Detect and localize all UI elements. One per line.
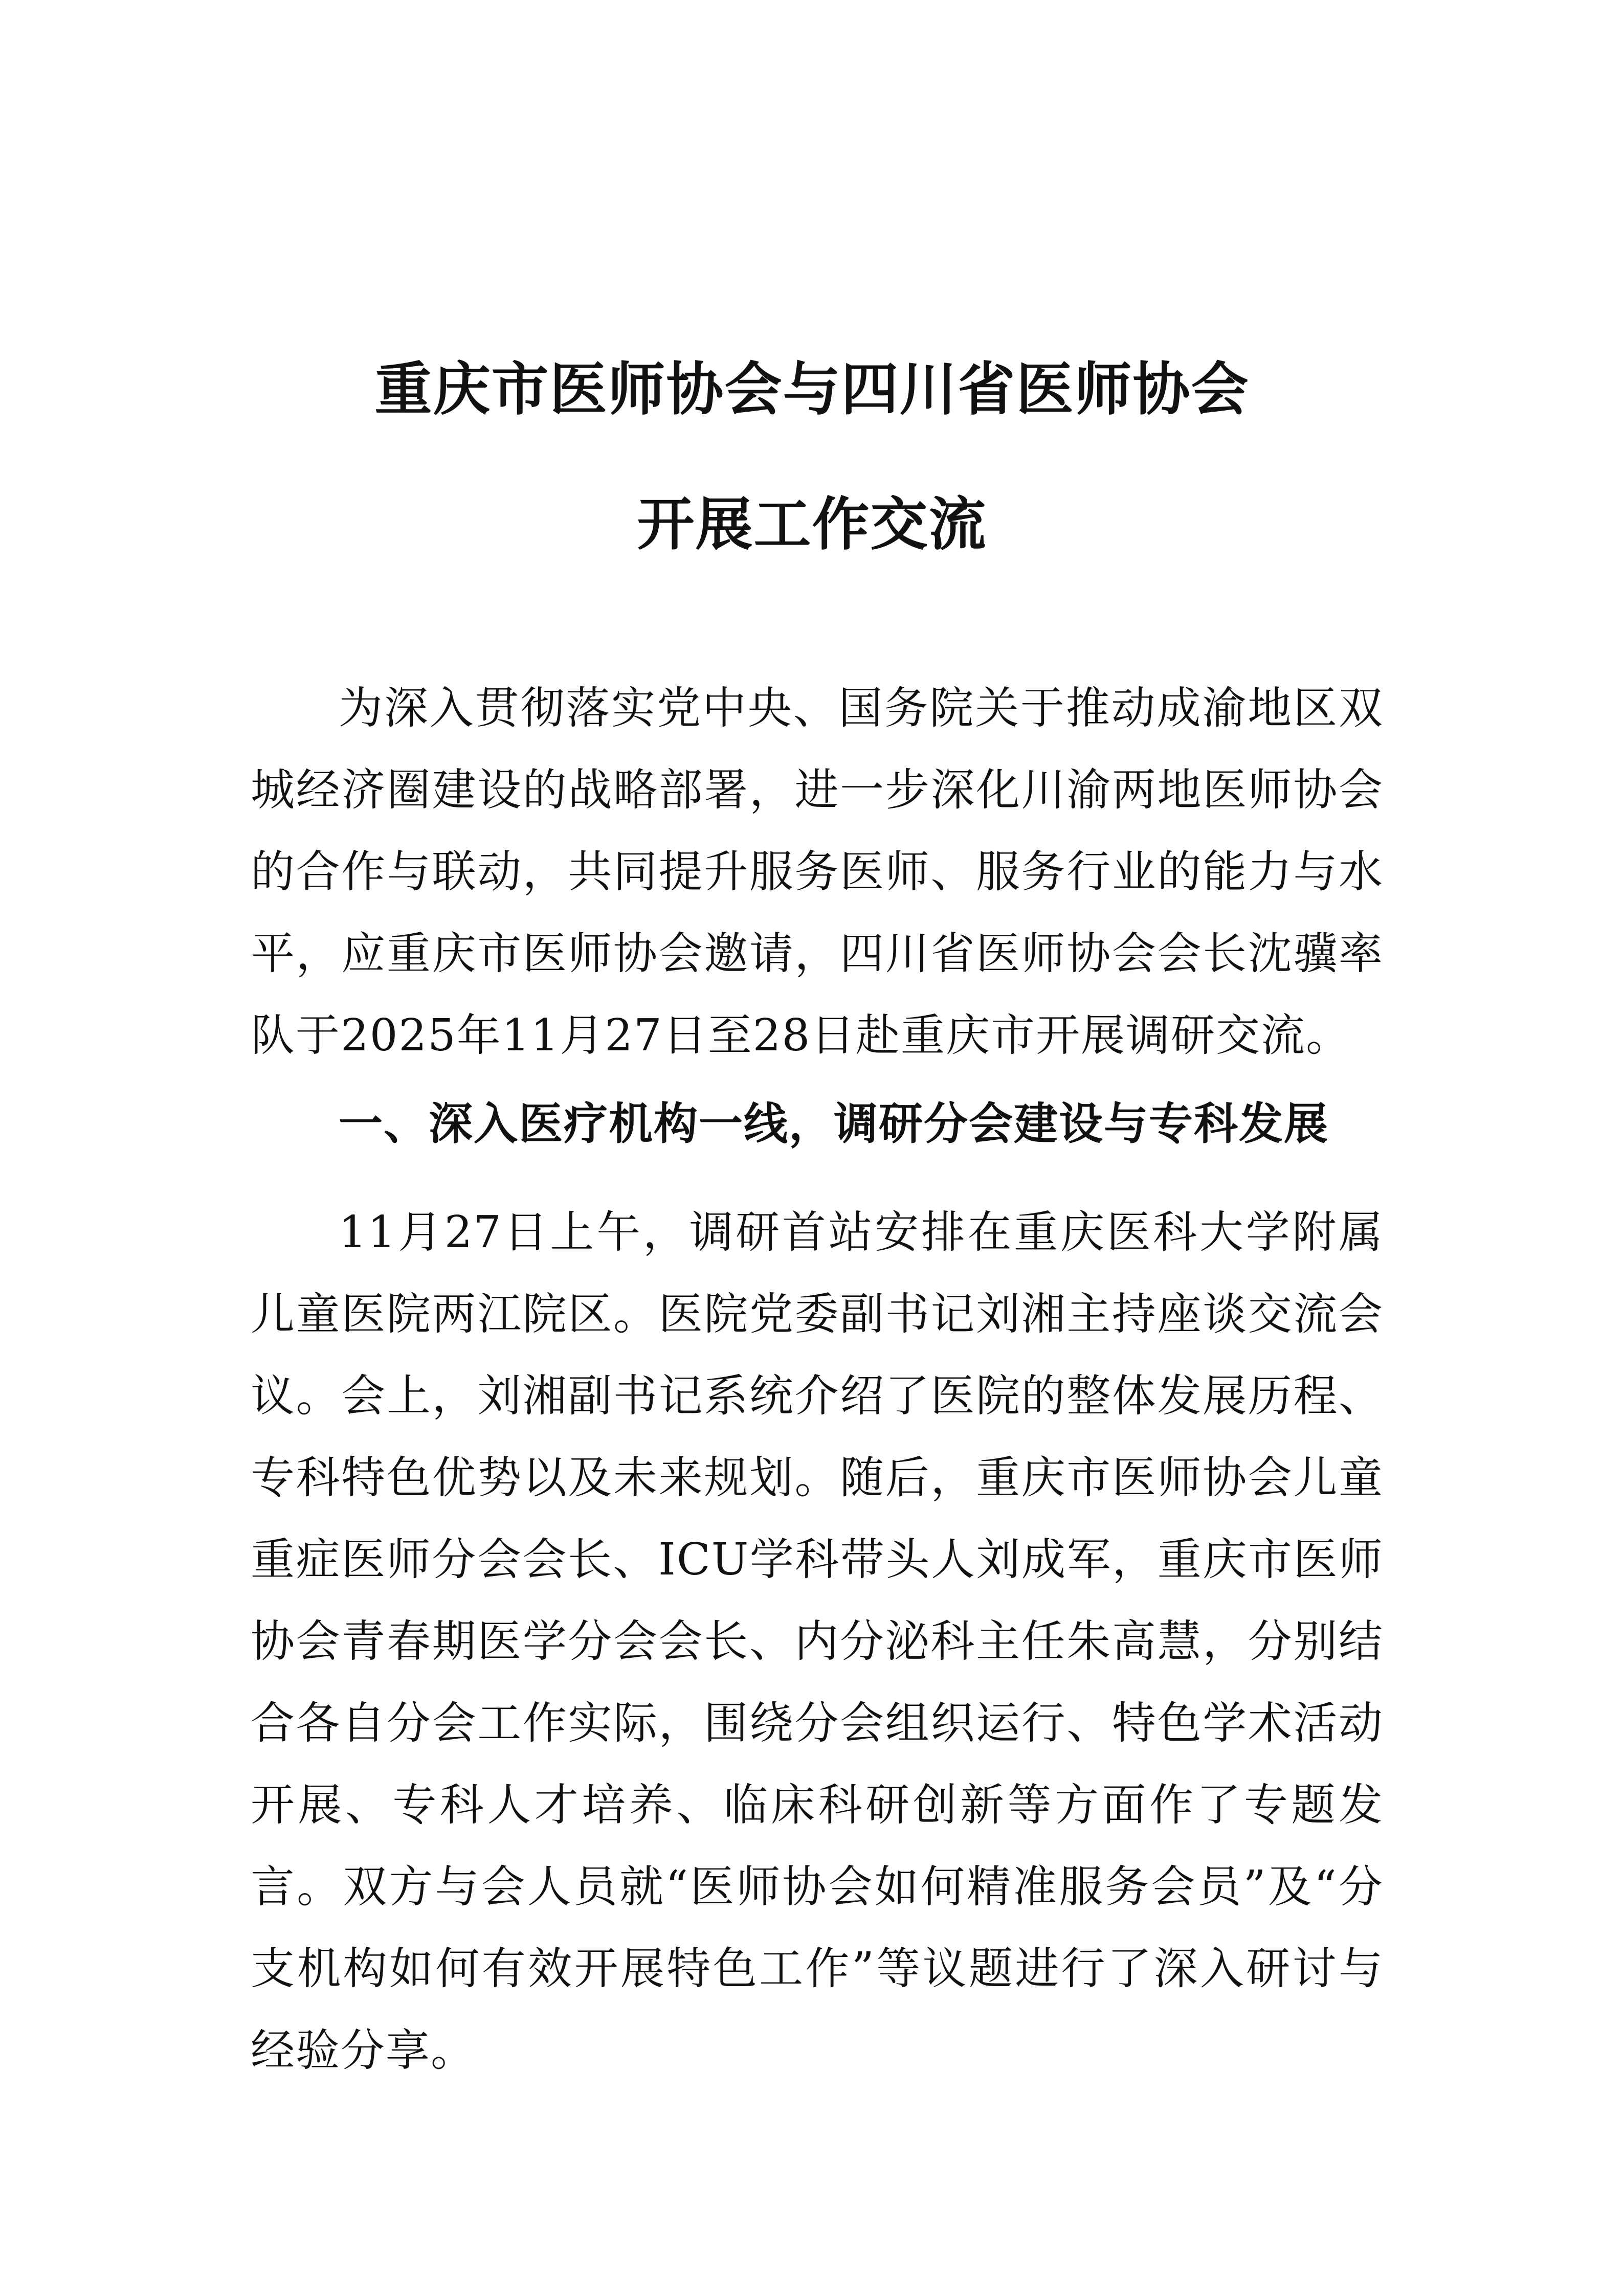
section-1-paragraph: 11月27日上午，调研首站安排在重庆医科大学附属儿童医院两江院区。医院党委副书记刘湘主持座谈交流会议。会上，刘湘副书记系统介绍了医院的整体发展历程、专科特色优势以及未来规划。随后，重庆市医师协会儿童重症医师分会会长、ICU学科带头人刘成军，重庆市医师协会青春期医学分会会长、内分泌科主任朱高慧，分别结合各自分会工作实际，围绕分会组织运行、特色学术活动开展、专科人才培养、临床科研创新等方面作了专题发言。双方与会人员就“医师协会如何精准服务会员”及“分支机构如何有效开展特色工作”等议题进行了深入研讨与经验分享。 xyxy=(251,1207,1384,2076)
section-heading-1: 一、深入医疗机构一线，调研分会建设与专科发展 xyxy=(339,1098,1329,1150)
intro-paragraph: 为深入贯彻落实党中央、国务院关于推动成渝地区双城经济圈建设的战略部署，进一步深化川渝两地医师协会的合作与联动，共同提升服务医师、服务行业的能力与水平，应重庆市医师协会邀请，四川省医师协会会长沈骥率队于2025年11月27日至28日赴重庆市开展调研交流。 xyxy=(251,683,1384,1061)
document-title-line-1: 重庆市医师协会与四川省医师协会 xyxy=(374,356,1250,423)
document-title-line-2: 开展工作交流 xyxy=(637,491,987,558)
